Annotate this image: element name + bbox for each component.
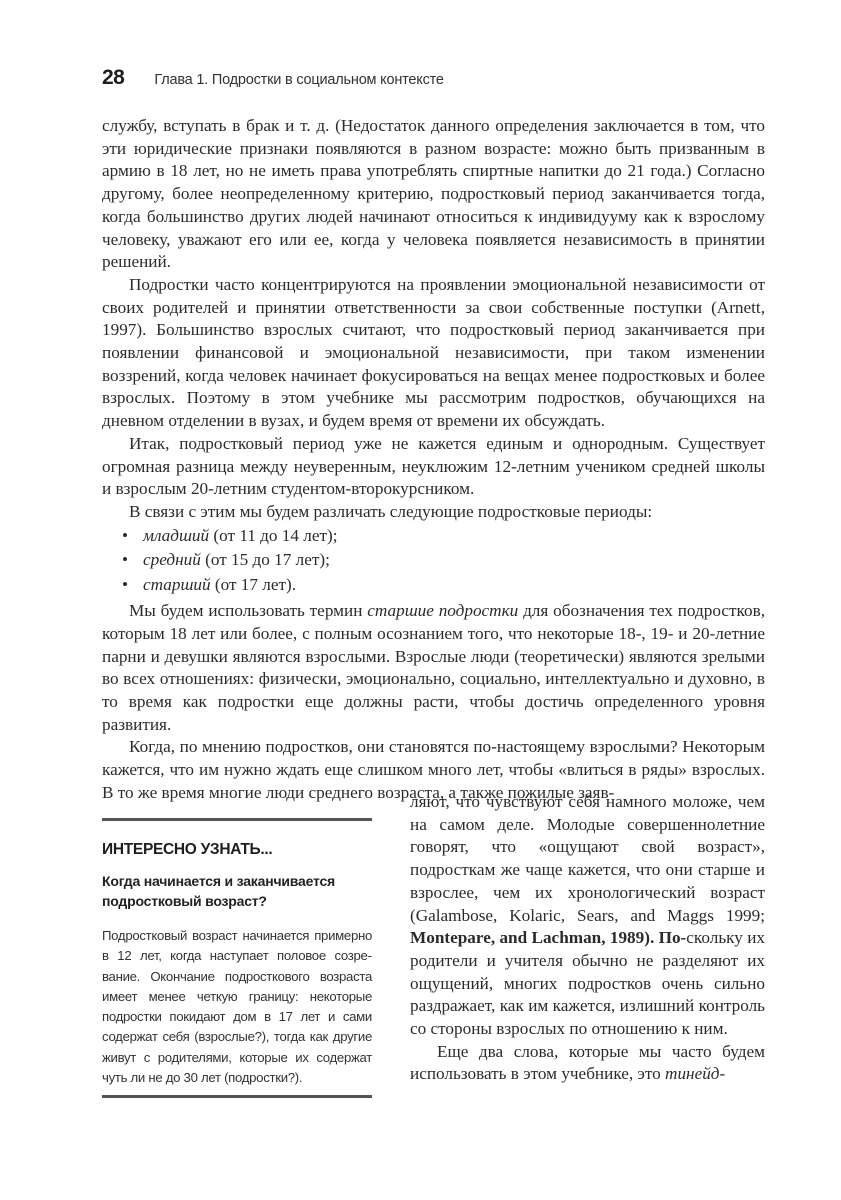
term-teenager: тинейд- <box>665 1064 726 1084</box>
period-term: старший <box>143 574 211 594</box>
chapter-title: Глава 1. Подростки в социальном контексте <box>154 72 444 88</box>
period-term: средний <box>143 550 201 570</box>
list-item <box>102 524 765 549</box>
sidebar-title: ИНТЕРЕСНО УЗНАТЬ... <box>102 841 273 858</box>
paragraph-6: Когда, по мнению подростков, они становятся по-настоящему взрослыми? Некоторым кажется, что им нужно ждать еще слишком много лет, чтобы «влиться в ряды» взрослых. В то же время многие люди среднего возраста, а также пожилые заяв- <box>102 737 765 802</box>
sidebar-top-rule <box>102 818 372 821</box>
paragraph-6-continued: ляют, что чувствуют себя намного моложе, чем на самом деле. Молодые совершеннолетние говорят, что «ощущают свой возраст», подросткам же чаще кажется, что они старше и взрослее, чем их хронологический возраст (Galambose, Kolaric, Sears, and Maggs 1999; Montepare, and Lachman, 1989). По-скольку их родители и учителя обычно не разделяют их ощущений, многих подростков очень сильно раздражает, как им кажется, излишний контроль со стороны взрослых по отношению к ним. <box>410 792 765 1039</box>
running-head <box>102 66 444 96</box>
periods-list <box>102 524 765 598</box>
citation-bold: Montepare, and Lachman, 1989). По- <box>410 928 687 948</box>
sidebar-bottom-rule <box>102 1095 372 1098</box>
list-item <box>102 573 765 598</box>
bullet-icon: • <box>122 525 129 545</box>
bullet-icon: • <box>122 550 129 570</box>
paragraph-4: В связи с этим мы будем различать следующие подростковые периоды: <box>129 501 653 521</box>
paragraph-1: службу, вступать в брак и т. д. (Недостаток данного определения заключается в том, что эти юридические признаки появляются в разном возрасте: можно быть призванным в армию в 18 лет, но не иметь права употреблять спиртные напитки до 21 года.) Согласно другому, более неопределенному критерию, подростковый период заканчивается тогда, когда большинство других людей начинают относиться к индивидууму как к взрослому человеку, уважают его или ее, когда у человека появляется независимость в принятии решений. <box>102 116 765 272</box>
term-older-adolescents: старшие подростки <box>367 601 519 621</box>
sidebar-box-interesting-fact <box>102 818 372 1088</box>
list-item <box>102 548 765 573</box>
page-number: 28 <box>102 66 125 89</box>
sidebar-body: Подростковый возраст начинается примерно в 12 лет, когда наступает половое созревание. Окончание подросткового возраста имеет менее четкую границу: некоторые подростки покидают дом в 17 лет и сами содержат себя (взрослые?), тогда как другие живут с родителями, которые их содержат чуть ли не до 30 лет (подростки?). <box>102 928 372 1086</box>
period-range: (от 15 до 17 лет); <box>200 550 330 570</box>
sidebar-question: Когда начинается и заканчивается подростковый возраст? <box>102 873 336 909</box>
period-range: (от 17 лет). <box>210 574 297 594</box>
period-range: (от 11 до 14 лет); <box>209 525 338 545</box>
period-term: младший <box>143 525 210 545</box>
paragraph-5: Мы будем использовать термин старшие подростки для обозначения тех подростков, которым 18 лет или более, с полным осознанием того, что некоторые 18-, 19- и 20-летние парни и девушки являются взрослыми. Взрослые люди (теоретически) являются зрелыми во всех отношениях: физически, эмоционально, социально, интеллектуально и духовно, в то время как подростки еще должны расти, чтобы достичь определенного уровня развития. <box>102 601 765 734</box>
paragraph-3: Итак, подростковый период уже не кажется единым и однородным. Существует огромная разница между неуверенным, неуклюжим 12-летним учеником средней школы и взрослым 20-летним студентом-второкурсником. <box>102 433 765 499</box>
main-text-column <box>102 115 765 804</box>
bullet-icon: • <box>122 574 129 594</box>
right-text-column <box>410 791 765 1086</box>
paragraph-7: Еще два слова, которые мы часто будем использовать в этом учебнике, это тинейд- <box>410 1041 765 1084</box>
paragraph-2: Подростки часто концентрируются на проявлении эмоциональной независимости от своих родителей и принятии ответственности за свои собственные поступки (Arnett, 1997). Большинство взрослых считают, что подростковый период заканчивается при появлении финансовой и эмоциональной независимости, при таком изменении воззрений, когда человек начинает фокусироваться на вещах менее подростковых и более взрослых. Поэтому в этом учебнике мы рассмотрим подростков, обучающихся на дневном отделении в вузах, и будем время от времени их обсуждать. <box>102 274 765 431</box>
